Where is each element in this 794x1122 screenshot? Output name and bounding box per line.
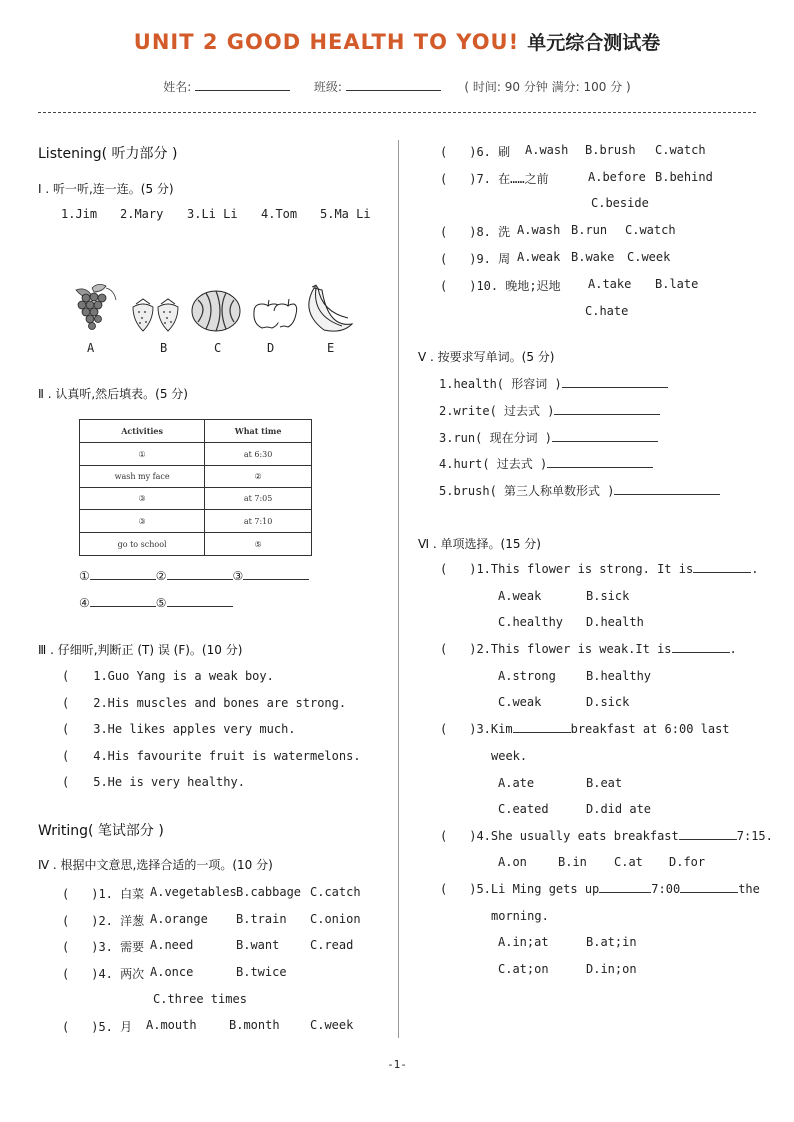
choice-q1: ( )1.This flower is strong. It is . (440, 562, 759, 576)
table-row: wash my face ② (80, 466, 312, 488)
judge-item: ( 3.He likes apples very much. (62, 722, 296, 736)
judge-item: ( 5.He is very healthy. (62, 775, 245, 789)
table-row: ③ at 7:05 (80, 488, 312, 510)
vocab-q8: ( )8. 洗 (440, 225, 511, 239)
strawberries-icon (130, 298, 182, 334)
class-label: 班级: (313, 80, 342, 94)
letter-b: B (160, 341, 168, 355)
vocab-q5: ( )5. 月 (62, 1020, 133, 1034)
answer-blank[interactable] (90, 596, 156, 607)
table-row: ③ at 7:10 (80, 510, 312, 533)
page-title (0, 28, 794, 55)
writing-heading: Writing( 笔试部分 ) (38, 823, 164, 839)
answer-blank[interactable] (599, 882, 651, 893)
name-lili: 3.Li Li (187, 207, 238, 221)
answer-blank[interactable] (167, 569, 233, 580)
answer-blank[interactable] (554, 404, 660, 415)
name-label: 姓名: (163, 80, 192, 94)
time-info: ( 时间: 90 分钟 满分: 100 分 ) (464, 80, 631, 94)
vocab-q7: ( )7. 在……之前 (440, 172, 549, 186)
word-form-item: 5.brush( 第三人称单数形式 ) (439, 482, 720, 499)
answer-blank[interactable] (547, 457, 653, 468)
choice-q2: ( )2.This flower is weak.It is . (440, 642, 737, 656)
column-divider (398, 140, 399, 1038)
answer-blank[interactable] (552, 431, 658, 442)
part4-heading: Ⅳ . 根据中文意思,选择合适的一项。(10 分) (38, 858, 273, 872)
letter-a: A (87, 341, 95, 355)
name-field[interactable] (195, 80, 290, 91)
vocab-q6: ( )6. 刷 (440, 145, 511, 159)
judge-item: ( 1.Guo Yang is a weak boy. (62, 669, 274, 683)
title-chinese: 单元综合测试卷 (527, 32, 661, 54)
header-divider (38, 112, 756, 113)
part3-heading: Ⅲ . 仔细听,判断正 (T) 误 (F)。(10 分) (38, 643, 243, 657)
vocab-q9: ( )9. 周 (440, 252, 511, 266)
choice-q4: ( )4.She usually eats breakfast 7:15. (440, 829, 773, 843)
letter-e: E (327, 341, 335, 355)
name-mali: 5.Ma Li (320, 207, 371, 221)
answer-blanks-row1: ① ② ③ (79, 569, 309, 583)
judge-item: ( 4.His favourite fruit is watermelons. (62, 749, 361, 763)
page-number: -1- (387, 1058, 407, 1071)
answer-blank[interactable] (167, 596, 233, 607)
answer-blank[interactable] (513, 722, 571, 733)
answer-blanks-row2: ④ ⑤ (79, 596, 233, 610)
word-form-item: 2.write( 过去式 ) (439, 402, 660, 419)
vocab-q4: ( )4. 两次 (62, 967, 145, 981)
answer-blank[interactable] (679, 829, 737, 840)
part2-heading: Ⅱ . 认真听,然后填表。(5 分) (38, 387, 188, 401)
answer-blank[interactable] (562, 377, 668, 388)
vocab-q10: ( )10. 晚地;迟地 (440, 279, 561, 293)
table-row: ① at 6:30 (80, 443, 312, 466)
choice-q5: ( )5.Li Ming gets up 7:00 the (440, 882, 760, 896)
answer-blank[interactable] (680, 882, 738, 893)
bananas-icon (302, 284, 354, 334)
part5-heading: Ⅴ . 按要求写单词。(5 分) (418, 350, 555, 364)
answer-blank[interactable] (614, 484, 720, 495)
letter-c: C (214, 341, 222, 355)
watermelon-icon (190, 288, 242, 334)
name-mary: 2.Mary (120, 207, 164, 221)
schedule-table (79, 419, 312, 556)
apples-icon (250, 296, 298, 334)
word-form-item: 1.health( 形容词 ) (439, 375, 668, 392)
part1-heading: Ⅰ . 听一听,连一连。(5 分) (38, 182, 174, 196)
choice-q3: ( )3.Kim breakfast at 6:00 last (440, 722, 730, 736)
answer-blank[interactable] (90, 569, 156, 580)
answer-blank[interactable] (672, 642, 730, 653)
class-field[interactable] (346, 80, 441, 91)
listening-heading: Listening( 听力部分 ) (38, 146, 178, 162)
vocab-q2: ( )2. 洋葱 (62, 914, 145, 928)
table-header: Activities (80, 420, 205, 443)
name-tom: 4.Tom (261, 207, 298, 221)
vocab-q3: ( )3. 需要 (62, 940, 145, 954)
letter-d: D (267, 341, 275, 355)
table-row: go to school ⑤ (80, 533, 312, 556)
judge-item: ( 2.His muscles and bones are strong. (62, 696, 347, 710)
vocab-q1: ( )1. 白菜 (62, 887, 145, 901)
student-info (0, 78, 794, 95)
table-header: What time (205, 420, 312, 443)
word-form-item: 3.run( 现在分词 ) (439, 429, 658, 446)
part6-heading: Ⅵ . 单项选择。(15 分) (418, 537, 541, 551)
word-form-item: 4.hurt( 过去式 ) (439, 455, 653, 472)
answer-blank[interactable] (243, 569, 309, 580)
title-english: UNIT 2 GOOD HEALTH TO YOU! (133, 30, 520, 54)
grapes-icon (62, 282, 122, 332)
name-jim: 1.Jim (61, 207, 98, 221)
answer-blank[interactable] (693, 562, 751, 573)
